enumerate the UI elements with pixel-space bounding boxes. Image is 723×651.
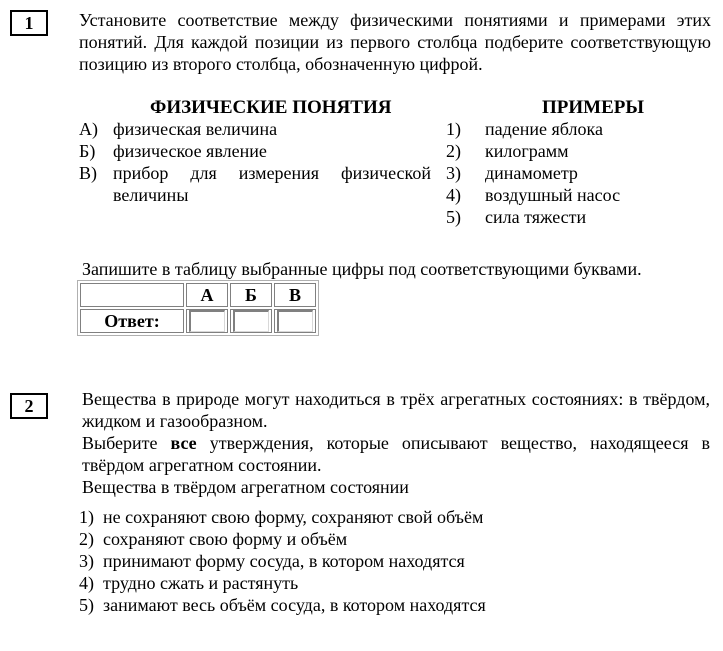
answer-input-b[interactable] — [233, 310, 269, 332]
concept-text: прибор для измерения физической — [113, 163, 431, 183]
task-2-intro: Вещества в природе могут находиться в трёх агрегатных состояниях: в твёрдом, жидком и газообразном. — [82, 389, 710, 431]
answer-letter-b: Б — [230, 283, 272, 307]
example-text: сила тяжести — [485, 207, 587, 227]
task-2-question: Выберите все утверждения, которые описывают вещество, находящееся в твёрдом агрегатном состоянии. — [82, 433, 711, 475]
task-1-instruction: Установите соответствие между физическими понятиями и примерами этих понятий. Для каждой позиции из первого столбца подберите соответствующую позицию из второго столбца, обозначенную цифрой. — [79, 10, 711, 74]
example-item — [446, 118, 686, 140]
task-2-stem: Вещества в твёрдом агрегатном состоянии — [82, 477, 409, 497]
table-instruction: Запишите в таблицу выбранные цифры под соответствующими буквами. — [82, 259, 642, 279]
concept-text: физическое явление — [113, 141, 267, 161]
option-text: сохраняют свою форму и объём — [103, 529, 348, 549]
example-text: падение яблока — [485, 119, 603, 139]
answer-cell-b — [230, 309, 272, 333]
concept-mark: В) — [79, 163, 97, 183]
example-item — [446, 184, 686, 206]
example-text: динамометр — [485, 163, 578, 183]
concept-item-continued — [79, 184, 439, 206]
example-mark: 3) — [446, 163, 461, 183]
example-item — [446, 206, 686, 228]
answer-table — [77, 280, 319, 336]
answer-letter-a: А — [186, 283, 228, 307]
answer-input-v[interactable] — [277, 310, 313, 332]
option-text: трудно сжать и растянуть — [103, 573, 299, 593]
answer-cell-a — [186, 309, 228, 333]
example-mark: 4) — [446, 185, 461, 205]
example-text: воздушный насос — [485, 185, 621, 205]
answer-cell-v — [274, 309, 316, 333]
option-text: принимают форму сосуда, в котором находятся — [103, 551, 465, 571]
concept-text: величины — [113, 185, 189, 205]
example-item — [446, 162, 686, 184]
option-number: 2) — [79, 529, 94, 549]
concepts-header: ФИЗИЧЕСКИЕ ПОНЯТИЯ — [150, 97, 392, 118]
answer-table-corner — [80, 283, 184, 307]
option-text: не сохраняют свою форму, сохраняют свой объём — [103, 507, 484, 527]
task-2-number: 2 — [10, 393, 48, 419]
concept-mark: А) — [79, 119, 98, 139]
concept-item — [79, 140, 439, 162]
answer-input-a[interactable] — [189, 310, 225, 332]
option-text: занимают весь объём сосуда, в котором находятся — [103, 595, 486, 615]
concept-item — [79, 162, 439, 184]
concept-mark: Б) — [79, 141, 96, 161]
concept-item — [79, 118, 439, 140]
option-number: 1) — [79, 507, 94, 527]
example-item — [446, 140, 686, 162]
example-text: килограмм — [485, 141, 569, 161]
task-1-number: 1 — [10, 10, 48, 36]
option-number: 4) — [79, 573, 94, 593]
option-number: 5) — [79, 595, 94, 615]
answer-label: Ответ: — [80, 309, 184, 333]
example-mark: 2) — [446, 141, 461, 161]
emphasis-all: все — [170, 433, 197, 453]
example-mark: 5) — [446, 207, 461, 227]
option-number: 3) — [79, 551, 94, 571]
examples-header: ПРИМЕРЫ — [542, 97, 645, 118]
concept-text: физическая величина — [113, 119, 278, 139]
answer-letter-v: В — [274, 283, 316, 307]
task-2-text — [82, 388, 710, 498]
example-mark: 1) — [446, 119, 461, 139]
